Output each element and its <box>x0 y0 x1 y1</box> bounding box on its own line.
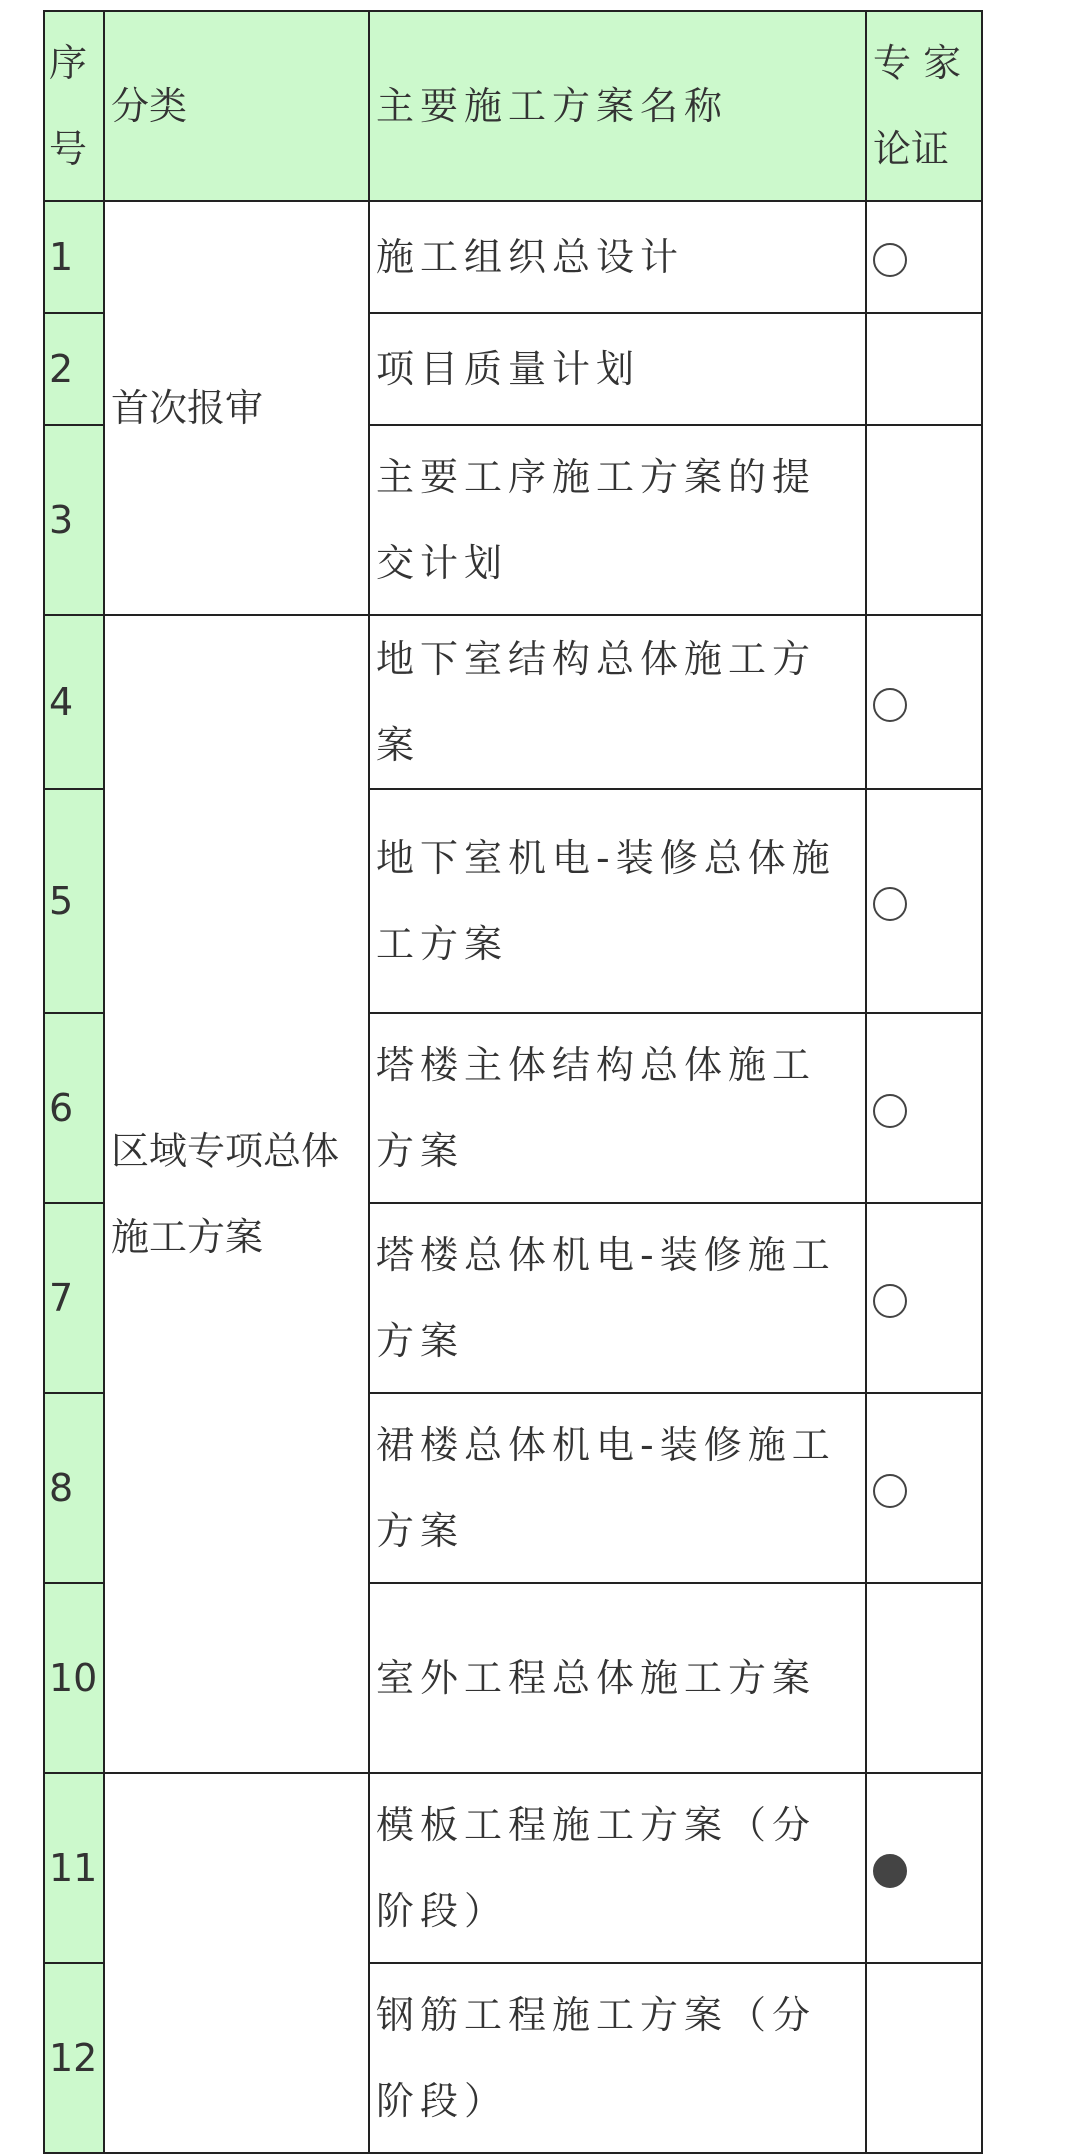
header-index: 序号 <box>44 11 104 201</box>
row-number: 6 <box>44 1013 104 1203</box>
expert-cell <box>866 1583 982 1773</box>
plan-name: 主要工序施工方案的提交计划 <box>369 425 866 615</box>
plan-name: 地下室机电-装修总体施工方案 <box>369 789 866 1013</box>
plan-name: 裙楼总体机电-装修施工方案 <box>369 1393 866 1583</box>
expert-cell <box>866 201 982 313</box>
expert-cell <box>866 313 982 425</box>
category-cell <box>104 1773 369 2153</box>
circle-outline-icon <box>873 243 907 277</box>
category-cell: 区域专项总体施工方案 <box>104 615 369 1773</box>
expert-cell <box>866 425 982 615</box>
circle-outline-icon <box>873 1094 907 1128</box>
circle-filled-icon <box>873 1854 907 1888</box>
table-row <box>44 1773 982 1963</box>
header-category: 分类 <box>104 11 369 201</box>
plan-name: 项目质量计划 <box>369 313 866 425</box>
row-number: 7 <box>44 1203 104 1393</box>
expert-cell <box>866 615 982 789</box>
row-number: 3 <box>44 425 104 615</box>
plan-name: 钢筋工程施工方案（分阶段） <box>369 1963 866 2153</box>
construction-plan-table <box>43 10 983 2154</box>
expert-cell <box>866 1013 982 1203</box>
table-row <box>44 201 982 313</box>
plan-name: 施工组织总设计 <box>369 201 866 313</box>
row-number: 5 <box>44 789 104 1013</box>
row-number: 4 <box>44 615 104 789</box>
plan-name: 塔楼主体结构总体施工方案 <box>369 1013 866 1203</box>
expert-cell <box>866 1203 982 1393</box>
header-expert: 专 家 论证 <box>866 11 982 201</box>
row-number: 2 <box>44 313 104 425</box>
expert-cell <box>866 1963 982 2153</box>
circle-outline-icon <box>873 1474 907 1508</box>
table-header-row <box>44 11 982 201</box>
expert-cell <box>866 1773 982 1963</box>
row-number: 12 <box>44 1963 104 2153</box>
header-plan-name: 主要施工方案名称 <box>369 11 866 201</box>
plan-name: 模板工程施工方案（分阶段） <box>369 1773 866 1963</box>
category-cell: 首次报审 <box>104 201 369 615</box>
plan-name: 地下室结构总体施工方案 <box>369 615 866 789</box>
table-row <box>44 615 982 789</box>
expert-cell <box>866 1393 982 1583</box>
row-number: 8 <box>44 1393 104 1583</box>
row-number: 11 <box>44 1773 104 1963</box>
plan-name: 塔楼总体机电-装修施工方案 <box>369 1203 866 1393</box>
row-number: 1 <box>44 201 104 313</box>
plan-name: 室外工程总体施工方案 <box>369 1583 866 1773</box>
expert-cell <box>866 789 982 1013</box>
circle-outline-icon <box>873 887 907 921</box>
circle-outline-icon <box>873 1284 907 1318</box>
row-number: 10 <box>44 1583 104 1773</box>
circle-outline-icon <box>873 688 907 722</box>
